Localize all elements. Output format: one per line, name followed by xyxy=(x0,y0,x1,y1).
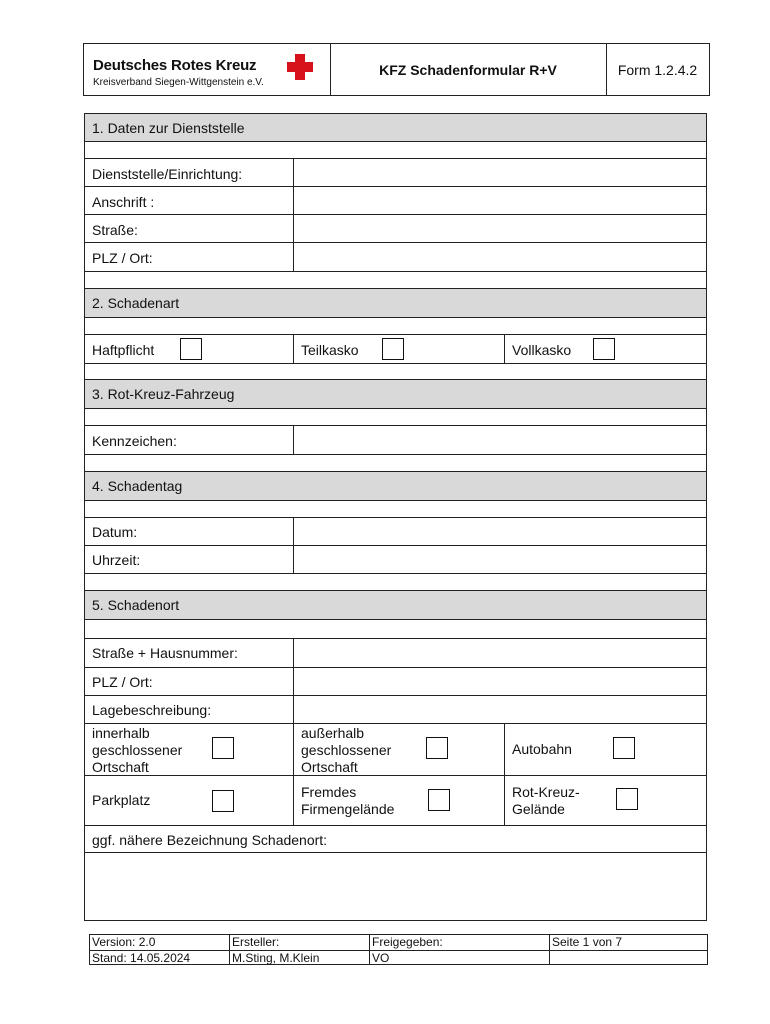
ausserhalb-checkbox[interactable] xyxy=(426,737,448,759)
red-cross-logo-icon xyxy=(287,54,313,80)
document-footer xyxy=(89,934,708,965)
schadenort-plz-label: PLZ / Ort: xyxy=(92,674,153,690)
vollkasko-label: Vollkasko xyxy=(512,342,572,358)
section-title-3: 3. Rot-Kreuz-Fahrzeug xyxy=(92,386,235,402)
teilkasko-checkbox[interactable] xyxy=(382,338,404,360)
haftpflicht-checkbox[interactable] xyxy=(180,338,202,360)
haftpflicht-label: Haftpflicht xyxy=(92,342,155,358)
datum-label: Datum: xyxy=(92,524,138,540)
rotkreuz-gelaende-checkbox[interactable] xyxy=(616,788,638,810)
strasse-label: Straße: xyxy=(92,222,138,238)
autobahn-label: Autobahn xyxy=(512,741,572,757)
vollkasko-checkbox[interactable] xyxy=(593,338,615,360)
uhrzeit-field[interactable] xyxy=(294,546,706,573)
schadenort-plz-field[interactable] xyxy=(294,668,706,695)
strasse-hausnummer-field[interactable] xyxy=(294,639,706,667)
document-header xyxy=(83,43,710,96)
freigegeben-value: VO xyxy=(372,951,390,965)
autobahn-checkbox[interactable] xyxy=(613,737,635,759)
datum-field[interactable] xyxy=(294,518,706,545)
section-title-5: 5. Schadenort xyxy=(92,597,180,613)
plz-ort-label: PLZ / Ort: xyxy=(92,250,153,266)
uhrzeit-label: Uhrzeit: xyxy=(92,552,141,568)
parkplatz-checkbox[interactable] xyxy=(212,790,234,812)
fremdes-firmengelaende-checkbox[interactable] xyxy=(428,789,450,811)
plz-ort-field[interactable] xyxy=(294,243,706,271)
stand-text: Stand: 14.05.2024 xyxy=(92,951,191,965)
teilkasko-label: Teilkasko xyxy=(301,342,359,358)
lagebeschreibung-field[interactable] xyxy=(294,696,706,723)
ausserhalb-label: außerhalb geschlossener Ortschaft xyxy=(301,725,392,775)
ersteller-label: Ersteller: xyxy=(232,935,280,949)
dienststelle-field[interactable] xyxy=(294,159,706,186)
strasse-field[interactable] xyxy=(294,215,706,242)
section-title-4: 4. Schadentag xyxy=(92,478,183,494)
org-block xyxy=(84,44,331,95)
damage-form xyxy=(84,113,707,921)
rotkreuz-gelaende-label: Rot-Kreuz- Gelände xyxy=(512,784,580,817)
org-subtitle: Kreisverband Siegen-Wittgenstein e.V. xyxy=(93,77,264,88)
ersteller-value: M.Sting, M.Klein xyxy=(232,951,320,965)
form-title: KFZ Schadenformular R+V xyxy=(330,44,607,95)
naehere-bezeichnung-field[interactable] xyxy=(85,853,706,920)
version-text: Version: 2.0 xyxy=(92,935,156,949)
section-title-1: 1. Daten zur Dienststelle xyxy=(92,120,245,136)
freigegeben-label: Freigegeben: xyxy=(372,935,443,949)
innerhalb-checkbox[interactable] xyxy=(212,737,234,759)
page-number: Seite 1 von 7 xyxy=(552,935,623,949)
innerhalb-label: innerhalb geschlossener Ortschaft xyxy=(92,725,183,775)
fremdes-firmengelaende-label: Fremdes Firmengelände xyxy=(301,784,395,817)
lagebeschreibung-label: Lagebeschreibung: xyxy=(92,702,212,718)
parkplatz-label: Parkplatz xyxy=(92,792,151,808)
section-title-2: 2. Schadenart xyxy=(92,295,180,311)
naehere-bezeichnung-label: ggf. nähere Bezeichnung Schadenort: xyxy=(92,832,328,848)
strasse-hausnummer-label: Straße + Hausnummer: xyxy=(92,645,238,661)
anschrift-label: Anschrift : xyxy=(92,194,155,210)
kennzeichen-field[interactable] xyxy=(294,426,706,454)
org-name: Deutsches Rotes Kreuz xyxy=(93,57,257,74)
form-id: Form 1.2.4.2 xyxy=(617,61,698,78)
kennzeichen-label: Kennzeichen: xyxy=(92,433,177,449)
dienststelle-label: Dienststelle/Einrichtung: xyxy=(92,166,243,182)
